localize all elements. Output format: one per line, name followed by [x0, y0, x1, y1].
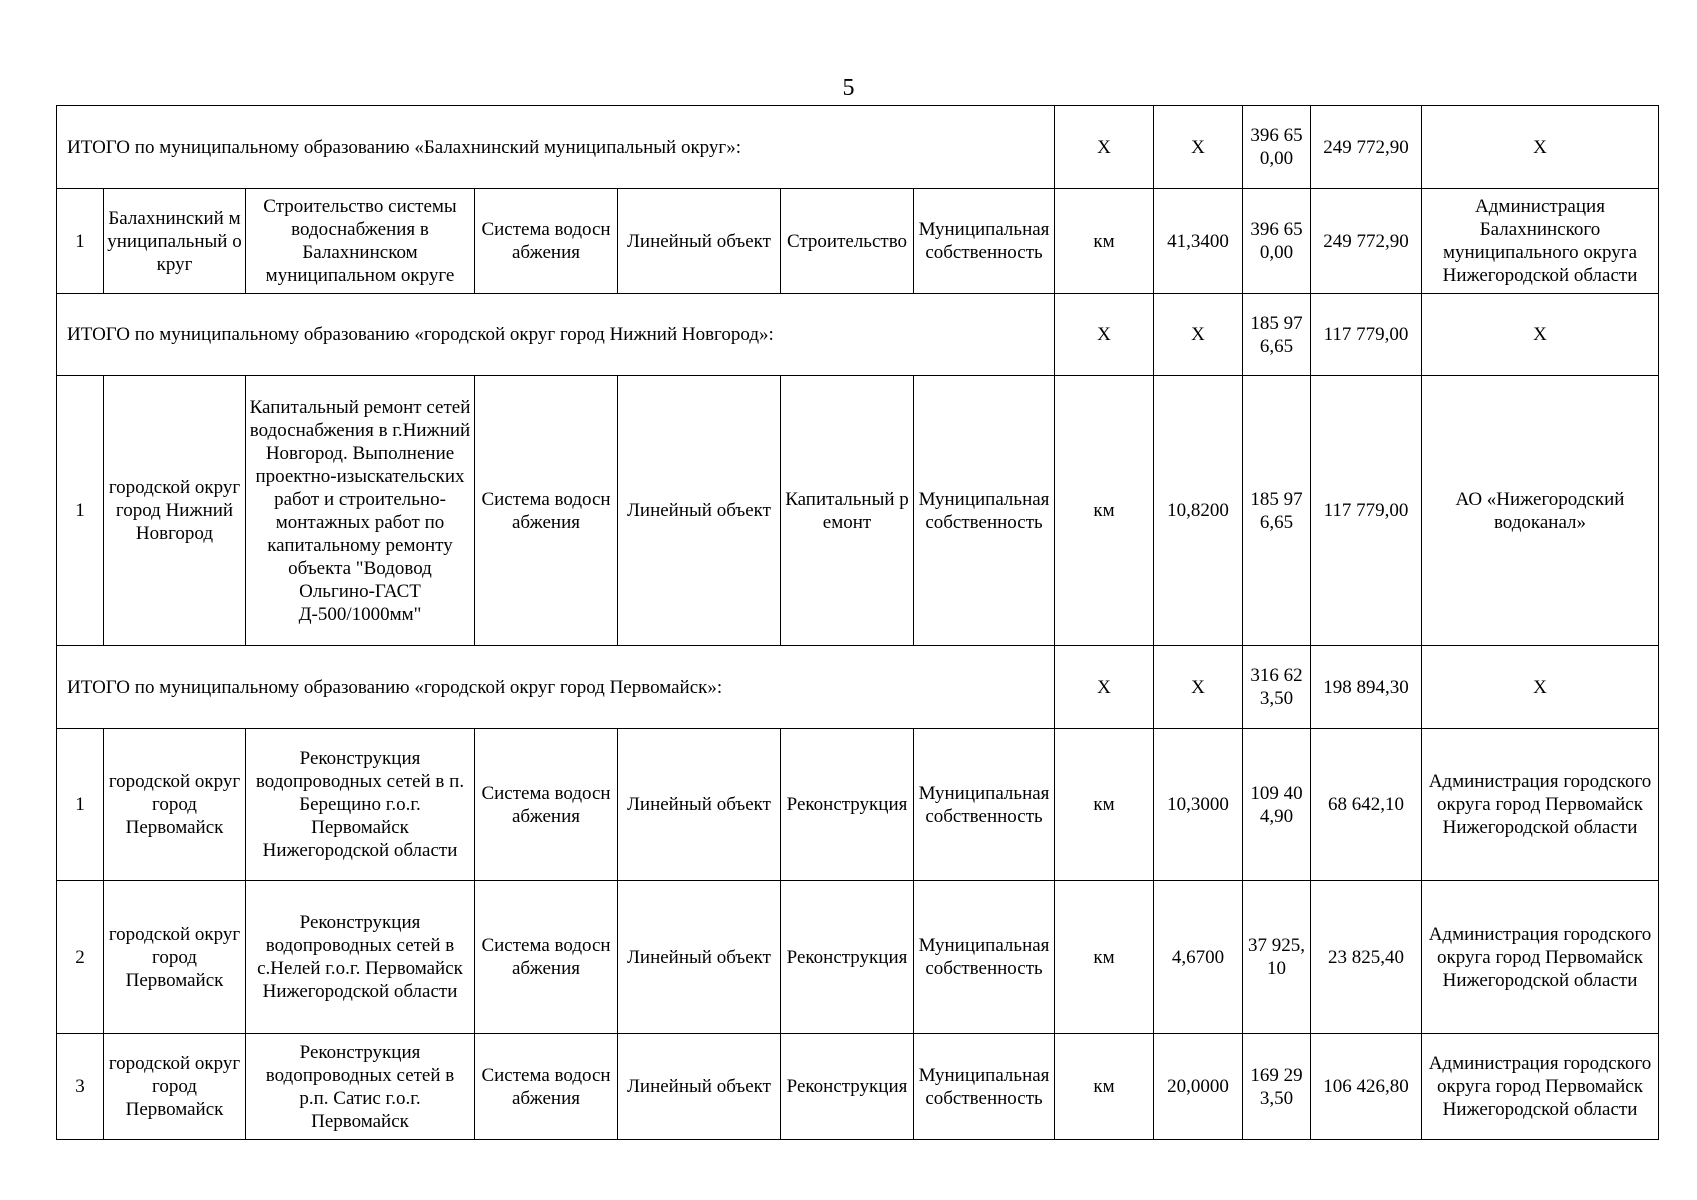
row-recipient: Администрация городского округа город Первомайск Нижегородской области [1422, 729, 1659, 881]
row-unit: км [1055, 729, 1154, 881]
total-amount: X [1154, 294, 1243, 376]
row-district: городской округ город Первомайск [104, 729, 246, 881]
row-object: Реконструкция водопроводных сетей в с.Нелей г.о.г. Первомайск Нижегородской области [246, 881, 475, 1034]
row-cost: 169 293,50 [1243, 1034, 1311, 1140]
row-cost: 37 925,10 [1243, 881, 1311, 1034]
row-ownership: Муниципальная собственность [914, 881, 1055, 1034]
row-ownership: Муниципальная собственность [914, 376, 1055, 646]
row-budget: 68 642,10 [1311, 729, 1422, 881]
row-number: 1 [57, 729, 104, 881]
table-row [57, 1034, 1659, 1140]
row-district: городской округ город Первомайск [104, 1034, 246, 1140]
row-unit: км [1055, 376, 1154, 646]
total-row [57, 294, 1659, 376]
row-budget: 23 825,40 [1311, 881, 1422, 1034]
row-amount: 41,3400 [1154, 189, 1243, 294]
total-owner: X [1422, 106, 1659, 189]
row-number: 2 [57, 881, 104, 1034]
row-cost: 396 650,00 [1243, 189, 1311, 294]
row-unit: км [1055, 881, 1154, 1034]
total-owner: X [1422, 294, 1659, 376]
row-number: 3 [57, 1034, 104, 1140]
row-budget: 106 426,80 [1311, 1034, 1422, 1140]
total-unit: X [1055, 106, 1154, 189]
row-work: Строительство [781, 189, 914, 294]
row-work: Реконструкция [781, 881, 914, 1034]
page-number: 5 [842, 75, 855, 101]
row-budget: 117 779,00 [1311, 376, 1422, 646]
table-row [57, 189, 1659, 294]
total-cost: 396 650,00 [1243, 106, 1311, 189]
row-object-type: Линейный объект [618, 881, 781, 1034]
total-unit: X [1055, 646, 1154, 729]
row-work: Реконструкция [781, 1034, 914, 1140]
row-recipient: Администрация городского округа город Первомайск Нижегородской области [1422, 881, 1659, 1034]
row-district: городской округ город Нижний Новгород [104, 376, 246, 646]
total-row [57, 106, 1659, 189]
row-unit: км [1055, 189, 1154, 294]
row-work: Капитальный ремонт [781, 376, 914, 646]
total-label: ИТОГО по муниципальному образованию «городской округ город Первомайск»: [57, 646, 1055, 729]
total-amount: X [1154, 106, 1243, 189]
row-ownership: Муниципальная собственность [914, 729, 1055, 881]
total-cost: 185 976,65 [1243, 294, 1311, 376]
investment-objects-table [56, 105, 1659, 1140]
row-unit: км [1055, 1034, 1154, 1140]
row-object-type: Линейный объект [618, 189, 781, 294]
row-object: Капитальный ремонт сетей водоснабжения в г.Нижний Новгород. Выполнение проектно-изыскательских работ и строительно-монтажных работ по капитальному ремонту объекта "Водовод Ольгино-ГАСТ Д-500/1000мм" [246, 376, 475, 646]
row-object: Реконструкция водопроводных сетей в п. Берещино г.о.г. Первомайск Нижегородской области [246, 729, 475, 881]
total-cost: 316 623,50 [1243, 646, 1311, 729]
row-amount: 20,0000 [1154, 1034, 1243, 1140]
row-amount: 10,3000 [1154, 729, 1243, 881]
row-recipient: АО «Нижегородский водоканал» [1422, 376, 1659, 646]
row-system: Система водоснабжения [475, 729, 618, 881]
row-district: городской округ город Первомайск [104, 881, 246, 1034]
table-row [57, 881, 1659, 1034]
row-system: Система водоснабжения [475, 376, 618, 646]
row-amount: 4,6700 [1154, 881, 1243, 1034]
total-budget: 198 894,30 [1311, 646, 1422, 729]
total-label: ИТОГО по муниципальному образованию «Балахнинский муниципальный округ»: [57, 106, 1055, 189]
total-owner: X [1422, 646, 1659, 729]
table-row [57, 376, 1659, 646]
total-budget: 117 779,00 [1311, 294, 1422, 376]
row-cost: 185 976,65 [1243, 376, 1311, 646]
total-budget: 249 772,90 [1311, 106, 1422, 189]
total-label: ИТОГО по муниципальному образованию «городской округ город Нижний Новгород»: [57, 294, 1055, 376]
row-budget: 249 772,90 [1311, 189, 1422, 294]
row-number: 1 [57, 189, 104, 294]
row-object-type: Линейный объект [618, 376, 781, 646]
row-district: Балахнинский муниципальный округ [104, 189, 246, 294]
total-unit: X [1055, 294, 1154, 376]
row-system: Система водоснабжения [475, 881, 618, 1034]
row-object-type: Линейный объект [618, 729, 781, 881]
row-number: 1 [57, 376, 104, 646]
row-system: Система водоснабжения [475, 1034, 618, 1140]
total-amount: X [1154, 646, 1243, 729]
row-system: Система водоснабжения [475, 189, 618, 294]
row-work: Реконструкция [781, 729, 914, 881]
row-object: Реконструкция водопроводных сетей в р.п. Сатис г.о.г. Первомайск [246, 1034, 475, 1140]
row-object: Строительство системы водоснабжения в Балахнинском муниципальном округе [246, 189, 475, 294]
table-row [57, 729, 1659, 881]
row-ownership: Муниципальная собственность [914, 189, 1055, 294]
row-object-type: Линейный объект [618, 1034, 781, 1140]
row-cost: 109 404,90 [1243, 729, 1311, 881]
row-recipient: Администрация городского округа город Первомайск Нижегородской области [1422, 1034, 1659, 1140]
total-row [57, 646, 1659, 729]
row-recipient: Администрация Балахнинского муниципального округа Нижегородской области [1422, 189, 1659, 294]
row-amount: 10,8200 [1154, 376, 1243, 646]
row-ownership: Муниципальная собственность [914, 1034, 1055, 1140]
